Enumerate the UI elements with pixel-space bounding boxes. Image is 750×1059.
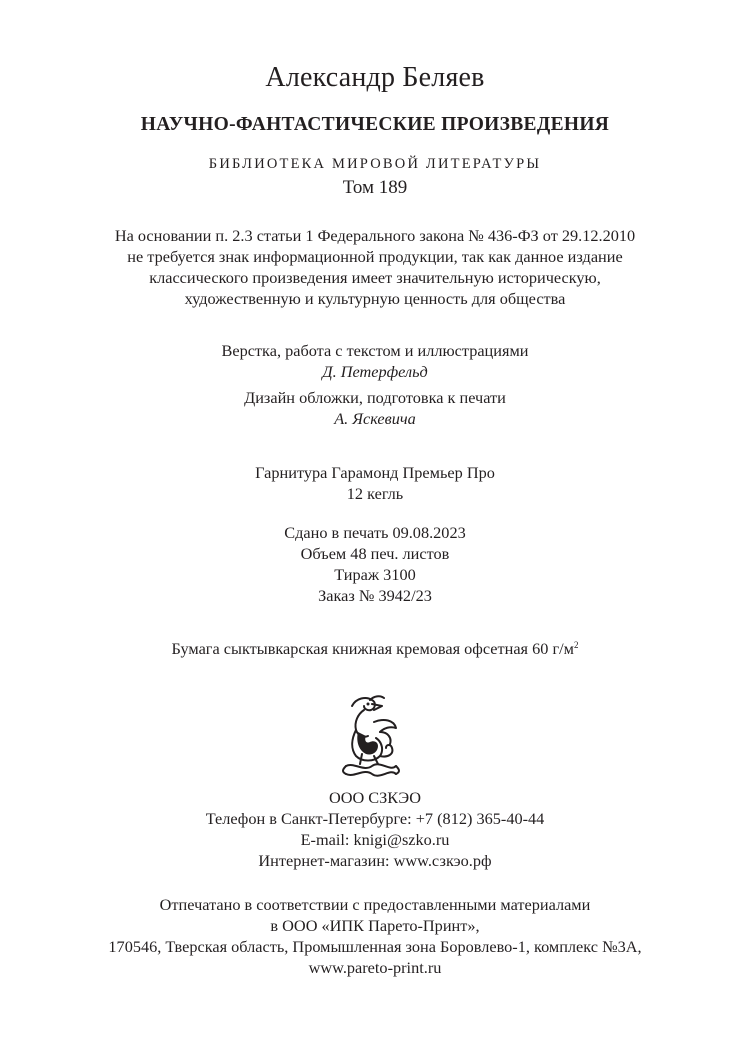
printer-website[interactable]: www.pareto-print.ru	[308, 958, 442, 977]
order-number: Заказ № 3942/23	[318, 586, 432, 605]
printer-line: в ООО «ИПК Парето-Принт»,	[270, 916, 480, 935]
credit-cover-role: Дизайн обложки, подготовка к печати	[244, 388, 506, 407]
sent-to-print: Сдано в печать 09.08.2023	[284, 523, 466, 542]
credit-layout-name: Д. Петерфельд	[322, 362, 428, 381]
book-title: НАУЧНО-ФАНТАСТИЧЕСКИЕ ПРОИЗВЕДЕНИЯ	[140, 114, 610, 135]
credit-cover-name: А. Яскевича	[334, 409, 416, 428]
printer-line: 170546, Тверская область, Промышленная зона Боровлево-1, комплекс №3А,	[108, 937, 642, 956]
publisher-email[interactable]: E-mail: knigi@szko.ru	[300, 830, 450, 849]
volume-number: Том 189	[342, 177, 408, 198]
notice-line: художественную и культурную ценность для общества	[184, 289, 566, 308]
circulation: Тираж 3100	[334, 565, 416, 584]
print-volume: Объем 48 печ. листов	[300, 544, 450, 563]
series-name: БИБЛИОТЕКА МИРОВОЙ ЛИТЕРАТУРЫ	[208, 156, 542, 172]
author-name: Александр Беляев	[265, 62, 485, 93]
printer-line: Отпечатано в соответствии с предоставленными материалами	[159, 895, 591, 914]
notice-line: На основании п. 2.3 статьи 1 Федерального закона № 436-ФЗ от 29.12.2010	[114, 226, 636, 245]
paper-superscript: 2	[573, 640, 579, 650]
paper-info	[0, 641, 750, 657]
publisher-name: ООО СЗКЭО	[328, 788, 422, 807]
credit-layout-role: Верстка, работа с текстом и иллюстрациями	[221, 341, 529, 360]
font-size: 12 кегль	[346, 484, 404, 503]
typeface: Гарнитура Гарамонд Премьер Про	[255, 463, 495, 482]
publisher-shop[interactable]: Интернет-магазин: www.сзкэо.рф	[258, 851, 492, 870]
publisher-logo-icon	[334, 692, 406, 782]
publisher-phone: Телефон в Санкт-Петербурге: +7 (812) 365-40-44	[205, 809, 545, 828]
notice-line: не требуется знак информационной продукции, так как данное издание	[127, 247, 623, 266]
paper-text: Бумага сыктывкарская книжная кремовая офсетная 60 г/м	[171, 639, 574, 658]
notice-line: классического произведения имеет значительную историческую,	[149, 268, 601, 287]
